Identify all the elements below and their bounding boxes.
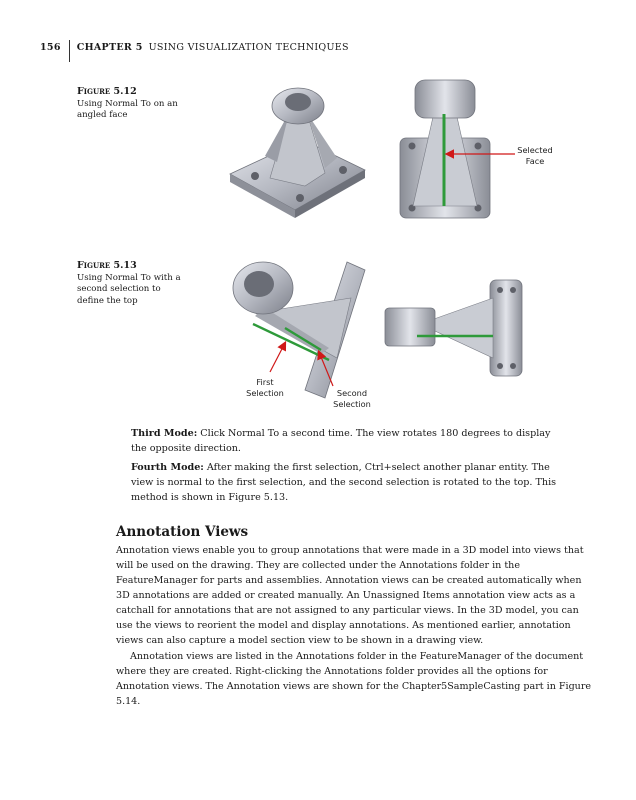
- mode-text: Click Normal To a second time. The view rotates 180 degrees to display the opposite direction.: [131, 428, 551, 454]
- fourth-mode-paragraph: [131, 460, 571, 505]
- callout-selected: Selected: [517, 145, 553, 155]
- chapter-title: USING VISUALIZATION TECHNIQUES: [148, 41, 349, 53]
- figure-label: Figure 5.13: [77, 260, 137, 271]
- header-divider: [69, 40, 70, 62]
- figure-caption-5-12: [77, 86, 187, 122]
- figure-5-13-image: [225, 258, 535, 413]
- figure-5-12-image: [225, 78, 575, 230]
- mode-term: Third Mode:: [131, 428, 198, 439]
- mode-text: After making the first selection, Ctrl+select another planar entity. The view is normal to the first selection, and the second selection is rotated to the top. This method is shown in Figure 5.13.: [131, 462, 557, 503]
- figure-caption-5-13: [77, 260, 187, 307]
- body-paragraph: Annotation views are listed in the Annotations folder in the FeatureManager of the document where they are created. Right-clicking the Annotations folder provides all the options for Annotation views. The Annotation views are shown for the Chapter5SampleCasting part in Figure 5.14.: [116, 651, 592, 707]
- callout-face: Face: [525, 156, 545, 166]
- figure-label: Figure 5.12: [77, 86, 137, 97]
- bracket-isometric-view: [230, 88, 365, 218]
- callout-first: First: [256, 377, 274, 387]
- bracket-normal-view: [400, 80, 515, 218]
- chapter-number: CHAPTER 5: [76, 41, 143, 53]
- bracket-rotated-view: [233, 262, 368, 398]
- body-paragraph: Annotation views enable you to group annotations that were made in a 3D model into views that will be used on the drawing. They are collected under the Annotations folder in the FeatureManager for parts and assemblies. Annotation views can be created automatically when 3D annotations are added or created manually. An Unassigned Items annotation view acts as a catchall for annotations that are not assigned to any particular views. In the 3D model, you can use the views to reorient the model and display annotations. As mentioned earlier, annotation views can also capture a model section view to be shown in a drawing view.: [116, 545, 584, 646]
- running-header: [40, 36, 349, 58]
- bracket-top-view: [385, 280, 522, 376]
- figure-caption-text: Using Normal To with a second selection to define the top: [77, 272, 181, 306]
- callout-second-selection: Selection: [333, 399, 371, 409]
- mode-term: Fourth Mode:: [131, 462, 204, 473]
- callout-first-selection: Selection: [246, 388, 284, 398]
- callout-second: Second: [336, 388, 368, 398]
- third-mode-paragraph: [131, 426, 561, 456]
- section-heading: Annotation Views: [116, 524, 249, 540]
- page-number: 156: [40, 41, 61, 53]
- figure-caption-text: Using Normal To on an angled face: [77, 98, 178, 120]
